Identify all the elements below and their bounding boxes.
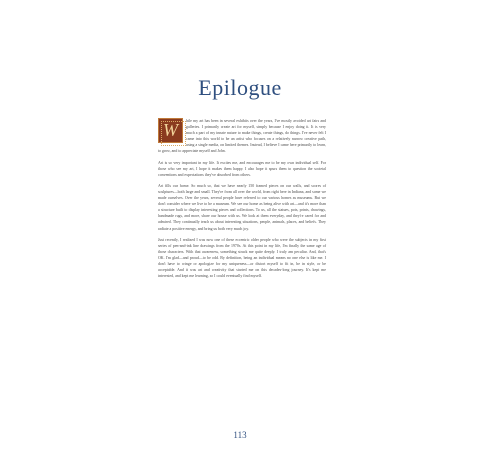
chapter-title: Epilogue [198,75,282,100]
page-number: 113 [233,430,247,440]
paragraph-1 [158,118,326,155]
paragraph-2: Art is so very important in my life. It excites me, and encourages me to be my own individual self. For those who see my art, I hope it makes them happy. I also hope it spurs them to question the societal conventions and expectations they've absorbed from others. [158,160,326,177]
paragraph-1-text: hile my art has been in several exhibits over the years, I've mostly avoided art fairs and galleries. I primarily create art for myself, simply because I enjoy doing it. It is very much a part of my innate nature to make things, create things, do things. I've never felt I came into this world to be an artist who focuses on a relatively narrow creative path, using a single media, on limited themes. Instead, I believe I came here primarily to learn, to grow, and to appreciate myself and John. [158,119,326,154]
body-text [158,118,326,284]
dropcap-ornament [158,118,183,143]
dropcap-letter: W [163,120,178,141]
paragraph-4: Just recently, I realized I was now one of these eccentric older people who were the subjects in my first series of pen-and-ink line drawings from the 1970s. At this point in my life, I'm finally the same age of those characters. With that awareness, something struck me quite deeply. I truly am peculiar. And, that's OK. I'm glad—and proud—to be odd. By definition, being an individual means no one else is like me. I don't have to cringe or apologize for my uniqueness—or distort myself to fit in, be in style, or be acceptable. And it was art and creativity that started me on this decades-long journey. It's kept me interested, and kept me learning, so I could eventually find myself. [158,237,326,279]
paragraph-3: Art fills our home. So much so, that we have nearly 150 framed pieces on our walls, and scores of sculptures—both large and small. They're from all over the world, from right here in Indiana, and some we made ourselves. Over the years, several people have referred to our various homes as museums. But we don't consider where we live to be a museum. We see our home as being alive with art—and it's more than a structure built to display interesting pieces and collections. To us, all the statues, pots, prints, drawings, handmade rugs, and more, share our house with us. We look at them everyday, and they're cared for and admired. They continually teach us about interesting situations, people, animals, places, and beliefs. They radiate a positive energy, and bring us both very much joy. [158,183,326,231]
